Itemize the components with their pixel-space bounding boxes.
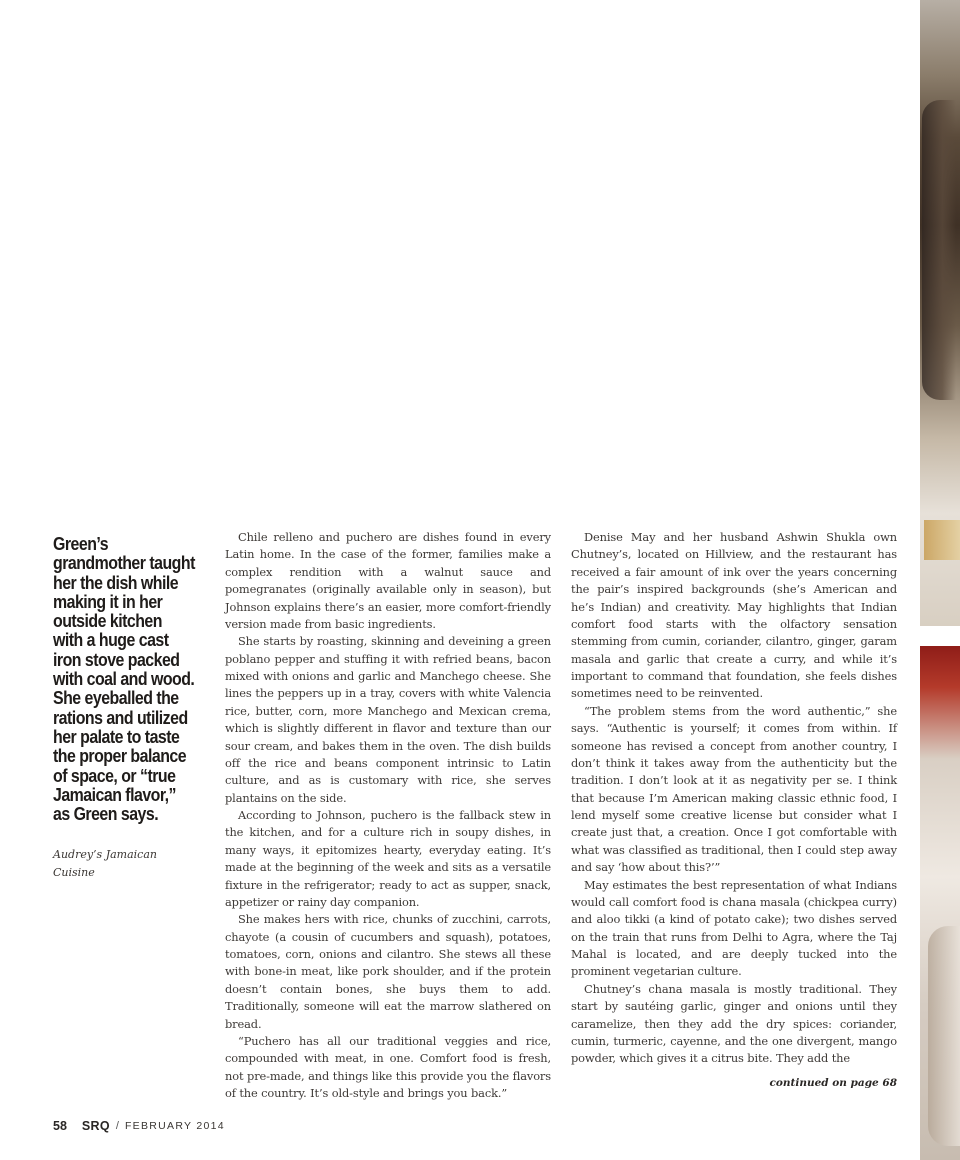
pull-quote: Green’s grandmother taught her the dish while making it in her outside kitchen with a huge cast iron stove packed with coal and wood. She eyeballed the rations and utilized her palate to taste the proper balance of space, or “true Jamaican flavor,” as Green says. [53, 533, 195, 825]
paragraph: Denise May and her husband Ashwin Shukla own Chutney’s, located on Hillview, and the restaurant has received a fair amount of ink over the years concerning the pair’s inspired backgrounds (she’s American and he’s Indian) and creativity. May highlights that Indian comfort food starts with the olfactory sensation stemming from cumin, coriander, cilantro, ginger, garam masala and garlic that create a curry, and while it’s important to command that foundation, she feels dishes sometimes need to be reinvented. [571, 530, 897, 701]
paragraph: “The problem stems from the word authentic,” she says. “Authentic is yourself; it comes from within. If someone has revised a concept from another country, I don’t think it takes away from the authenticity but the tradition. I don’t look at it as negativity per se. I think that because I’m American making classic ethnic food, I lend myself some creative license but consider what I create just that, a creation. Once I got comfortable with what was classified as traditional, then I could step away and say ‘how about this?’” [571, 703, 897, 875]
paragraph: Chutney’s chana masala is mostly traditional. They start by sautéing garlic, ginger and onions until they caramelize, then they add the dry spices: coriander, cumin, turmeric, cayenne, and the one divergent, mango powder, which gives it a citrus bite. They add the [571, 981, 897, 1066]
paragraph: Chile relleno and puchero are dishes found in every Latin home. In the case of the former, families make a complex rendition with a walnut sauce and pomegranates (originally available only in season), but Johnson explains there’s an easier, more comfort-friendly version made from basic ingredients. [225, 530, 551, 631]
footer-separator: / [115, 1120, 119, 1132]
article-column-left [225, 529, 551, 1102]
food-photo-bottom [920, 646, 960, 1160]
photo-caption: Audrey’s Jamaican Cuisine [53, 848, 157, 879]
magazine-name: SRQ [81, 1119, 110, 1133]
issue-date: FEBRUARY 2014 [124, 1120, 225, 1132]
page-number: 58 [53, 1119, 67, 1133]
photo-wood-detail [924, 520, 960, 560]
article-column-right [571, 529, 897, 1068]
photo-strip [920, 0, 960, 1160]
paragraph: May estimates the best representation of what Indians would call comfort food is chana masala (chickpea curry) and aloo tikki (a kind of potato cake); two dishes served on the train that runs from Delhi to Agra, where the Taj Mahal is located, and are deeply tucked into the prominent vegetarian culture. [571, 877, 897, 979]
paragraph: She makes hers with rice, chunks of zucchini, carrots, chayote (a cousin of cucumbers and squash), potatoes, tomatoes, corn, onions and cilantro. She stews all these with bone-in meat, like pork shoulder, and if the protein doesn’t contain bones, she buys them to add. Traditionally, someone will eat the marrow slathered on bread. [225, 912, 551, 1031]
food-photo-top [920, 0, 960, 626]
continued-note: continued on page 68 [769, 1077, 897, 1089]
photo-shadow-detail [922, 100, 956, 400]
paragraph: According to Johnson, puchero is the fallback stew in the kitchen, and for a culture rich in soupy dishes, in many ways, it epitomizes hearty, everyday eating. It’s made at the beginning of the week and sits as a versatile fixture in the refrigerator; ready to act as supper, snack, appetizer or rainy day companion. [225, 808, 551, 909]
paragraph: “Puchero has all our traditional veggies and rice, compounded with meat, in one. Comfort food is fresh, not pre-made, and things like this provide you the flavors of the country. It’s old-style and brings you back.” [225, 1033, 551, 1100]
paragraph: She starts by roasting, skinning and deveining a green poblano pepper and stuffing it with refried beans, bacon mixed with onions and garlic and Manchego cheese. She lines the peppers up in a tray, covers with white Valencia rice, butter, corn, more Manchego and Mexican crema, which is slightly different in flavor and texture than our sour cream, and bakes them in the oven. The dish builds off the rice and beans component intrinsic to Latin culture, and as is customary with rice, she serves plantains on the side. [225, 634, 551, 805]
photo-plate-detail [928, 926, 960, 1146]
page-footer [53, 1118, 225, 1134]
